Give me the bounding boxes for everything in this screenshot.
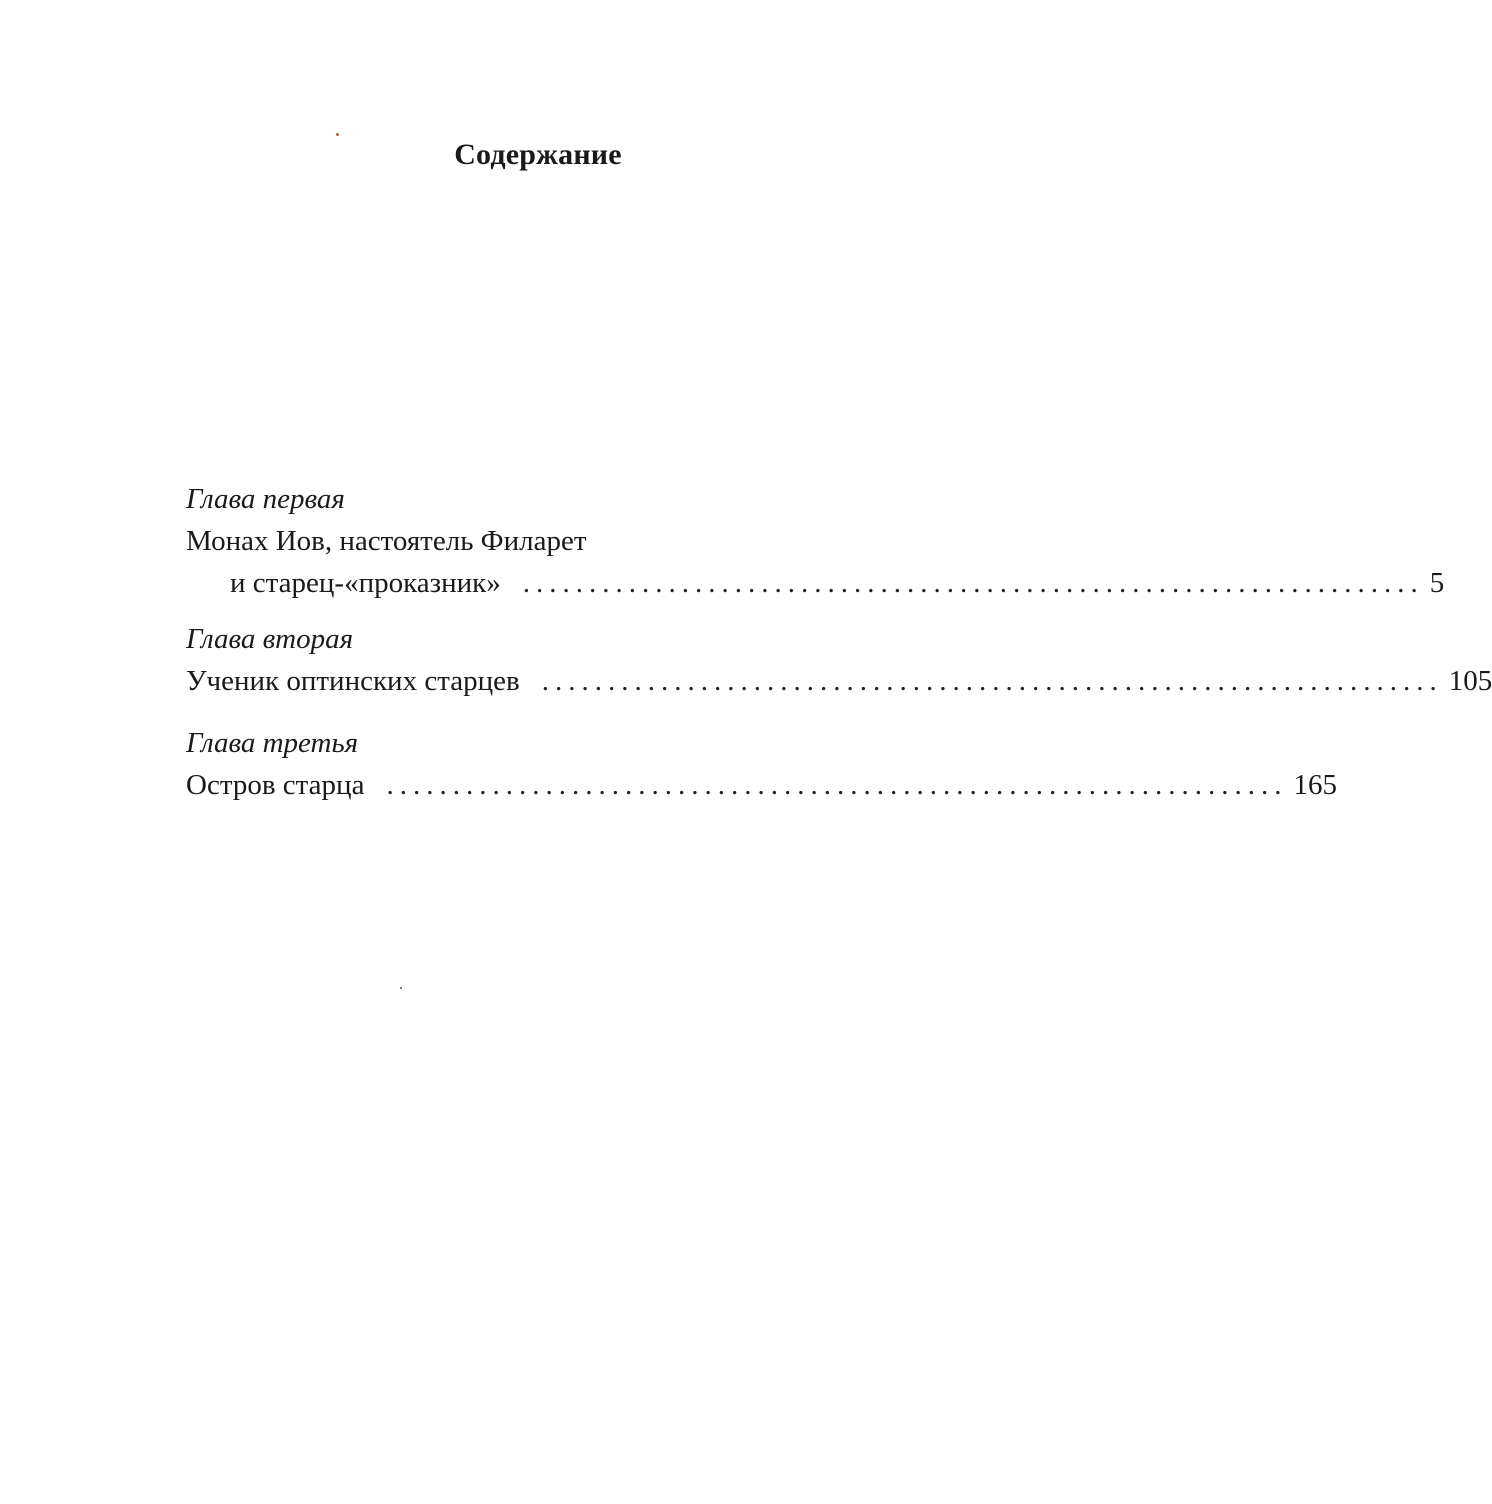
paper-speck <box>400 987 402 989</box>
page-number: 5 <box>1429 567 1445 599</box>
toc-entry-chapter-3 <box>186 722 1337 806</box>
page-number: 105 <box>1448 665 1492 697</box>
entry-row <box>186 660 1492 702</box>
chapter-title-line: Монах Иов, настоятель Филарет <box>186 525 587 557</box>
chapter-label: Глава первая <box>186 483 345 515</box>
table-of-contents <box>186 478 1492 806</box>
chapter-label: Глава вторая <box>186 623 354 655</box>
entry-row <box>186 764 1337 806</box>
entry-row <box>186 562 1445 604</box>
dot-leader: .................................................................... <box>386 769 1288 801</box>
toc-entry-chapter-2 <box>186 618 1492 702</box>
page-title: Содержание <box>454 138 622 171</box>
chapter-title: Остров старца <box>186 769 365 801</box>
dot-leader: .................................................................... <box>522 567 1424 599</box>
toc-entry-chapter-1 <box>186 478 1445 604</box>
chapter-title-line: и старец-«проказник» <box>230 567 501 599</box>
dot-leader: .................................................................... <box>541 665 1443 697</box>
page-number: 165 <box>1293 769 1337 801</box>
chapter-label: Глава третья <box>186 727 359 759</box>
paper-speck <box>336 133 339 136</box>
chapter-title: Ученик оптинских старцев <box>186 665 520 697</box>
